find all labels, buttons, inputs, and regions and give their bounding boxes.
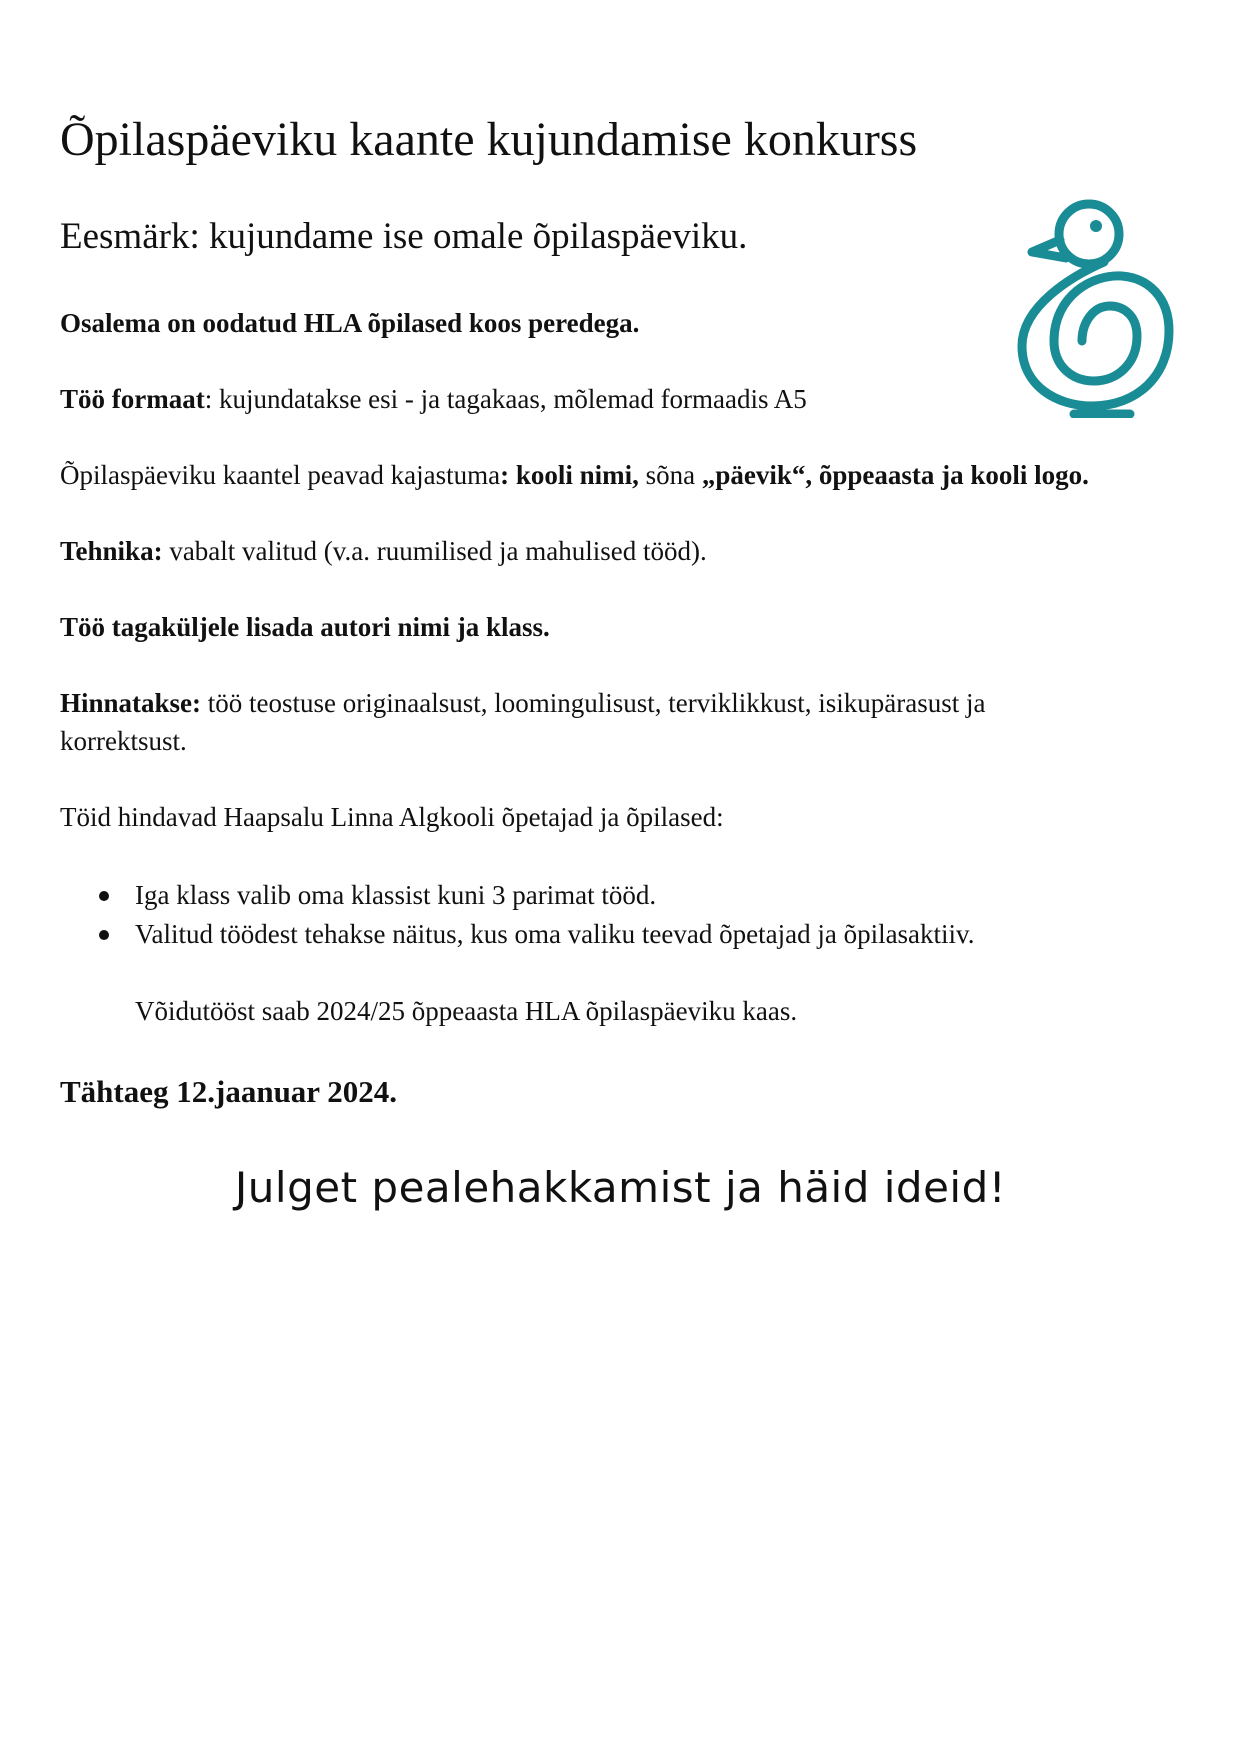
back-side-text: Töö tagaküljele lisada autori nimi ja klass. <box>60 612 550 642</box>
evaluation-text: töö teostuse originaalsust, loomingulisust, terviklikkust, isikupärasust ja korrektsust. <box>60 688 986 756</box>
swan-eye-icon <box>1090 220 1102 232</box>
cover-requirements-mid: sõna <box>638 460 702 490</box>
winner-text: Võidutööst saab 2024/25 õppeaasta HLA õpilaspäeviku kaas. <box>135 996 798 1026</box>
cover-requirements-bold1: : kooli nimi, <box>500 460 639 490</box>
deadline-text: Tähtaeg 12.jaanuar 2024. <box>60 1074 398 1109</box>
list-item-text: Valitud töödest tehakse näitus, kus oma valiku teevad õpetajad ja õpilasaktiiv. <box>135 919 975 949</box>
evaluation-paragraph <box>60 684 1100 760</box>
evaluation-label: Hinnatakse: <box>60 688 202 718</box>
list-item-text: Iga klass valib oma klassist kuni 3 parimat tööd. <box>135 880 657 910</box>
swan-logo-icon <box>1012 196 1177 418</box>
format-paragraph <box>60 380 807 418</box>
cover-requirements-lead: Õpilaspäeviku kaantel peavad kajastuma <box>60 460 501 490</box>
list-item <box>95 876 975 915</box>
technique-text: vabalt valitud (v.a. ruumilised ja mahulised tööd). <box>162 536 707 566</box>
technique-paragraph <box>60 532 707 570</box>
document-title: Õpilaspäeviku kaante kujundamise konkurss <box>60 113 918 166</box>
technique-label: Tehnika: <box>60 536 163 566</box>
participants-text: Osalema on oodatud HLA õpilased koos peredega. <box>60 308 640 338</box>
bullet-icon <box>99 930 109 940</box>
process-list <box>95 876 975 954</box>
judges-text: Töid hindavad Haapsalu Linna Algkooli õpetajad ja õpilased: <box>60 802 724 832</box>
format-text: : kujundatakse esi - ja tagakaas, mõlemad formaadis A5 <box>204 384 807 414</box>
list-item <box>95 915 975 954</box>
bullet-icon <box>99 891 109 901</box>
format-label: Töö formaat <box>60 384 205 414</box>
cover-requirements-bold2: „päevik“, õppeaasta ja kooli logo. <box>701 460 1089 490</box>
cover-requirements-paragraph <box>60 456 1089 494</box>
goal-heading: Eesmärk: kujundame ise omale õpilaspäeviku. <box>60 216 748 257</box>
closing-slogan: Julget pealehakkamist ja häid ideid! <box>234 1163 1007 1212</box>
